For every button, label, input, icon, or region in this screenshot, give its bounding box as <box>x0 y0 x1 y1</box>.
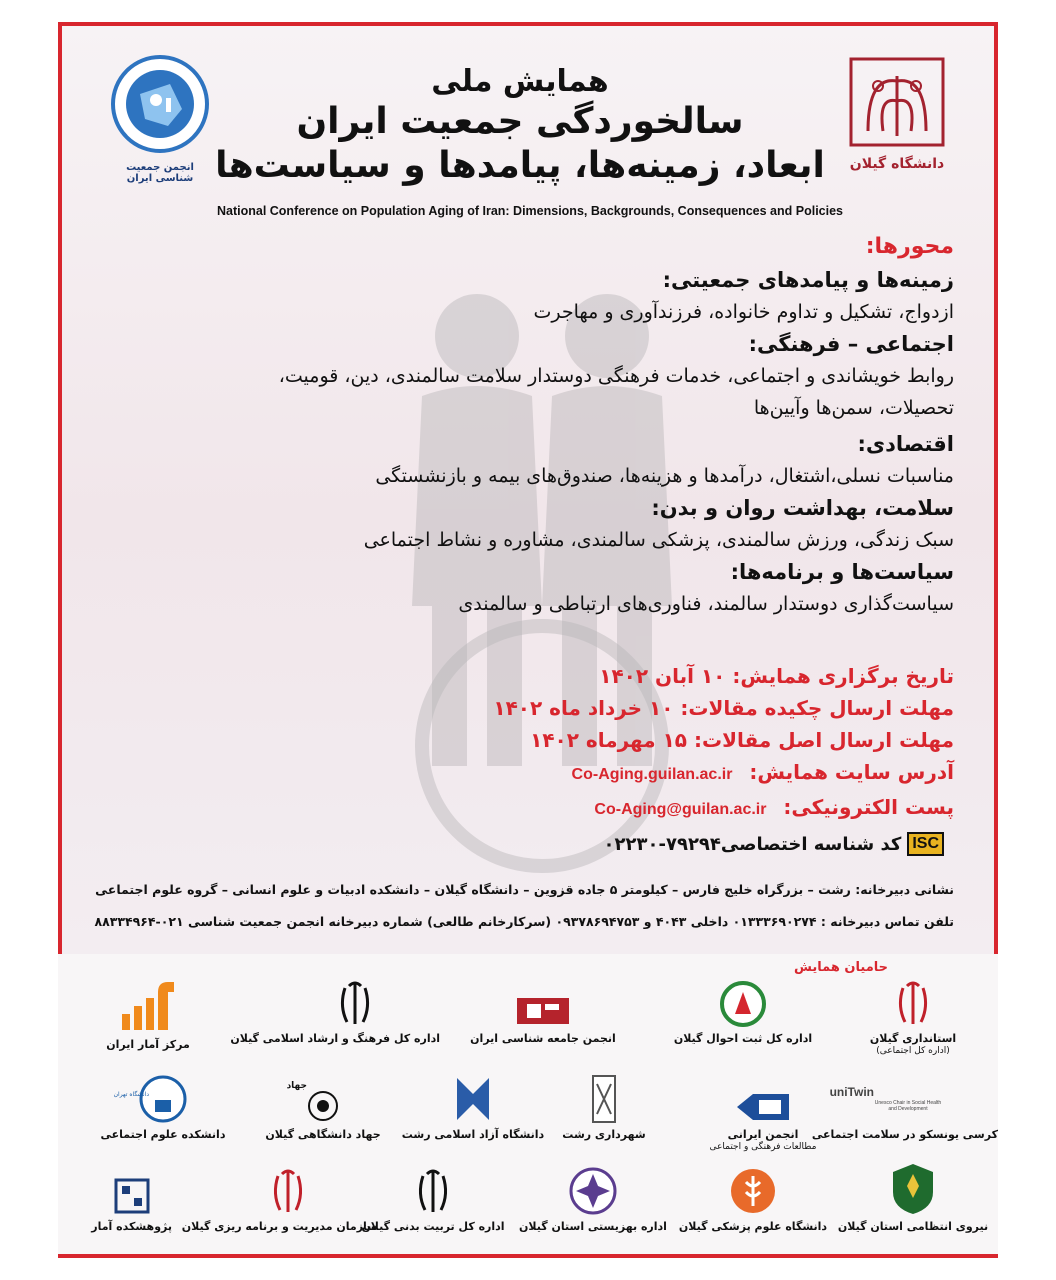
english-title: National Conference on Population Aging of Iran: Dimensions, Backgrounds, Consequences and Policies <box>216 204 843 218</box>
isc-code-text: کد شناسه اختصاصی۷۹۲۹۴-۰۲۲۳۰ <box>603 833 902 855</box>
sponsor-name: دانشگاه علوم پزشکی گیلان <box>678 1220 828 1233</box>
sponsor-name: نیروی انتظامی استان گیلان <box>837 1220 989 1233</box>
sponsor-subname: مطالعات فرهنگی و اجتماعی <box>709 1142 817 1152</box>
isc-badge: ISC <box>907 832 944 856</box>
civil-registration-icon <box>719 980 767 1028</box>
sponsor-name: پژوهشکده آمار <box>91 1220 172 1233</box>
population-association-ring-text <box>110 158 111 159</box>
population-association-emblem-icon <box>110 54 210 154</box>
sponsor-logo <box>230 974 440 1046</box>
sponsor-logo <box>828 1162 998 1234</box>
sponsor-logo <box>98 1070 228 1142</box>
sponsor-name: اداره کل ثبت احوال گیلان <box>673 1032 813 1045</box>
sponsor-logo <box>388 1070 558 1142</box>
axis-item <box>194 428 954 492</box>
cultural-studies-icon <box>733 1090 793 1124</box>
axis-item <box>194 492 954 556</box>
axis-title: سیاست‌ها و برنامه‌ها: <box>730 560 954 584</box>
iran-emblem-icon <box>268 1166 308 1216</box>
conference-title <box>200 64 840 188</box>
guilan-university-caption: دانشگاه گیلان <box>849 156 945 172</box>
guilan-university-emblem-icon <box>848 56 946 148</box>
axis-title: زمینه‌ها و پیامدهای جمعیتی: <box>662 268 954 292</box>
conference-date: تاریخ برگزاری همایش: ۱۰ آبان ۱۴۰۲ <box>599 664 954 688</box>
sponsor-logo <box>658 974 828 1046</box>
sponsor-name: دانشکده علوم اجتماعی <box>100 1128 226 1141</box>
rasht-municipality-icon <box>589 1074 619 1124</box>
sponsor-name: اداره کل تربیت بدنی گیلان <box>361 1220 505 1233</box>
unesco-chair-logo-subtext: Unesco Chair in Social Health and Development <box>874 1100 942 1112</box>
axis-title: اقتصادی: <box>857 432 954 456</box>
axis-body: روابط خویشاندی و اجتماعی، خدمات فرهنگی دوستدار سلامت سالمندی، دین، قومیت، تحصیلات، سمن‌ها وآیین‌ها <box>278 365 954 419</box>
title-line-3: ابعاد، زمینه‌ها، پیامدها و سیاست‌ها <box>215 145 825 186</box>
sponsor-name: کرسی یونسکو در سلامت اجتماعی <box>811 1128 998 1141</box>
title-line-2: سالخوردگی جمعیت ایران <box>296 101 744 142</box>
statistics-institute-icon <box>112 1176 152 1216</box>
sponsor-name: دانشگاه آزاد اسلامی رشت <box>401 1128 545 1141</box>
email-link[interactable]: Co-Aging@guilan.ac.ir <box>594 801 767 818</box>
iran-emblem-icon <box>335 978 375 1028</box>
sponsor-logo <box>248 1070 398 1142</box>
sponsors-heading: حامیان همایش <box>794 960 888 975</box>
sponsor-logo <box>678 1070 848 1153</box>
website-link[interactable]: Co-Aging.guilan.ac.ir <box>571 766 733 783</box>
axis-item <box>194 264 954 328</box>
axis-item <box>194 556 954 620</box>
azad-university-icon <box>453 1074 493 1124</box>
sponsor-name: اداره کل فرهنگ و ارشاد اسلامی گیلان <box>230 1032 440 1045</box>
secretariat-address: نشانی دبیرخانه: رشت – بزرگراه خلیج فارس – کیلومتر ۵ جاده قزوین – دانشگاه گیلان – دانشکده ادبیات و علوم انسانی – گروه علوم اجتماعی <box>95 882 954 897</box>
sociology-association-icon <box>515 994 571 1028</box>
sponsor-logo <box>458 974 628 1046</box>
email-row <box>354 791 954 826</box>
axis-body: ازدواج، تشکیل و تداوم خانواده، فرزندآوری و مهاجرت <box>533 301 954 323</box>
abstract-deadline: مهلت ارسال چکیده مقالات: ۱۰ خرداد ماه ۱۴۰۲ <box>493 696 954 720</box>
sponsor-logo <box>828 974 998 1057</box>
population-association-logo <box>110 54 210 184</box>
population-association-caption: انجمن جمعیت شناسی ایران <box>126 162 194 184</box>
sponsor-logo <box>181 1162 378 1234</box>
police-icon <box>889 1162 937 1216</box>
title-line-1: همایش ملی <box>431 64 609 99</box>
sponsor-name: انجمن جامعه شناسی ایران <box>470 1032 616 1045</box>
website-label: آدرس سایت همایش: <box>749 760 954 784</box>
sponsor-name: شهرداری رشت <box>562 1128 646 1141</box>
statistics-center-icon <box>118 978 178 1034</box>
tehran-university-logo-text: دانشگاه تهران <box>113 1091 149 1098</box>
axis-body: سبک زندگی، ورزش سالمندی، پزشکی سالمندی، مشاوره و نشاط اجتماعی <box>363 529 954 551</box>
email-label: پست الکترونیکی: <box>783 795 954 819</box>
jahad-icon <box>286 1074 345 1124</box>
medical-university-icon <box>728 1166 778 1216</box>
axes-heading: محورها: <box>865 234 954 259</box>
unitwin-logo-text: uniTwin <box>829 1085 874 1099</box>
sponsor-name: استانداری گیلان <box>869 1032 957 1045</box>
tehran-university-icon <box>113 1074 188 1124</box>
sponsor-name: جهاد دانشگاهی گیلان <box>265 1128 381 1141</box>
sponsor-name: انجمن ایرانی <box>727 1128 799 1141</box>
secretariat-phone: تلفن تماس دبیرخانه : ۰۱۳۳۳۶۹۰۲۷۴ داخلی ۴۰۴۳ و ۰۹۳۷۸۶۹۴۷۵۳ (سرکارخانم طالعی) شماره دبیرخانه انجمن جمعیت شناسی ۰۲۱-۸۸۳۳۴۹۶۴ <box>94 914 954 929</box>
sponsor-logo <box>358 1162 508 1234</box>
axis-title: سلامت، بهداشت روان و بدن: <box>651 496 954 520</box>
sponsor-logo <box>668 1162 838 1234</box>
important-dates <box>354 660 954 826</box>
sponsor-logo <box>88 974 208 1052</box>
isc-code <box>604 832 944 856</box>
sponsor-name: سازمان مدیریت و برنامه ریزی گیلان <box>181 1220 378 1233</box>
axis-body: مناسبات نسلی،اشتغال، درآمدها و هزینه‌ها، صندوق‌های بیمه و بازنشستگی <box>375 465 954 487</box>
website-row <box>354 756 954 791</box>
iran-emblem-icon <box>893 978 933 1028</box>
sponsor-logo <box>92 1162 172 1234</box>
guilan-university-logo <box>848 56 946 172</box>
sponsor-name: مرکز آمار ایران <box>106 1038 190 1051</box>
sponsors-panel <box>58 954 998 1254</box>
welfare-icon <box>568 1166 618 1216</box>
axis-body: سیاست‌گذاری دوستدار سالمند، فناوری‌های ارتباطی و سالمندی <box>458 593 954 615</box>
sponsor-subname: (اداره کل اجتماعی) <box>876 1046 950 1056</box>
unesco-chair-icon <box>829 1080 948 1124</box>
sponsor-name: اداره بهزیستی استان گیلان <box>519 1220 667 1233</box>
jahad-logo-text: جهاد <box>286 1081 307 1091</box>
conference-axes <box>194 230 954 620</box>
paper-deadline: مهلت ارسال اصل مقالات: ۱۵ مهرماه ۱۴۰۲ <box>530 728 954 752</box>
sponsor-logo <box>508 1162 678 1234</box>
axis-title: اجتماعی – فرهنگی: <box>748 332 954 356</box>
iran-emblem-icon <box>413 1166 453 1216</box>
axis-item <box>194 328 954 424</box>
